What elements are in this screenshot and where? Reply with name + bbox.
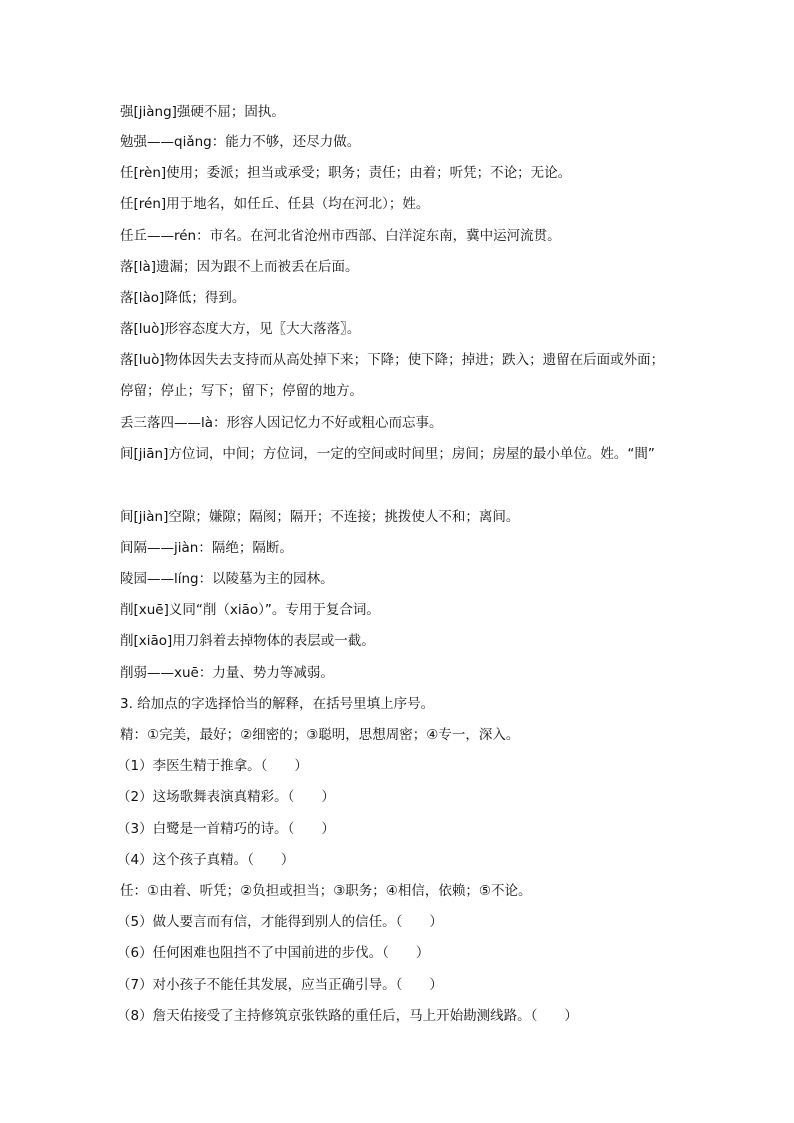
dictionary-entry: 陵园——líng：以陵墓为主的园林。 [120, 571, 334, 587]
question-item: （4）这个孩子真精。（ ） [117, 852, 295, 868]
definition-ren: 任：①由着、听凭；②负担或担当；③职务；④相信，依赖；⑤不论。 [120, 883, 532, 899]
dictionary-entry: 丢三落四——là：形容人因记忆力不好或粗心而忘事。 [120, 415, 443, 431]
dictionary-entry: 勉强——qiǎng：能力不够，还尽力做。 [120, 134, 361, 150]
exercise-heading: 3. 给加点的字选择恰当的解释，在括号里填上序号。 [120, 696, 435, 712]
dictionary-entry: 间[jiàn]空隙；嫌隙；隔阂；隔开；不连接；挑拨使人不和；离间。 [120, 509, 520, 525]
question-item: （2）这场歌舞表演真精彩。（ ） [117, 789, 335, 805]
question-item: （6）任何困难也阻挡不了中国前进的步伐。（ ） [117, 945, 430, 961]
question-item: （3）白鹭是一首精巧的诗。（ ） [117, 821, 335, 837]
question-item: （1）李医生精于推拿。（ ） [117, 758, 308, 774]
dictionary-entry: 间隔——jiàn：隔绝；隔断。 [120, 540, 293, 556]
question-item: （5）做人要言而有信，才能得到别人的信任。（ ） [117, 914, 443, 930]
dictionary-entry: 落[là]遗漏；因为跟不上而被丢在后面。 [120, 259, 359, 275]
question-item: （7）对小孩子不能任其发展，应当正确引导。（ ） [117, 977, 443, 993]
question-item: （8）詹天佑接受了主持修筑京张铁路的重任后，马上开始勘测线路。（ ） [117, 1008, 578, 1024]
dictionary-entry: 任[rén]用于地名，如任丘、任县（均在河北）；姓。 [120, 196, 430, 212]
dictionary-entry: 任丘——rén：市名。在河北省沧州市西部、白洋淀东南，冀中运河流贯。 [120, 228, 561, 244]
dictionary-entry: 削[xuē]义同“削（xiāo）”。专用于复合词。 [120, 602, 380, 618]
dictionary-entry: 落[luò]物体因失去支持而从高处掉下来；下降；使下降；掉进；跌入；遗留在后面或外面； [120, 352, 665, 368]
dictionary-entry: 落[lào]降低；得到。 [120, 290, 246, 306]
dictionary-entry: 削弱——xuē：力量、势力等减弱。 [120, 665, 334, 681]
dictionary-entry-continued: 停留；停止；写下；留下；停留的地方。 [120, 383, 363, 399]
dictionary-entry: 强[jiàng]强硬不屈；固执。 [120, 104, 285, 120]
dictionary-entry: 落[luò]形容态度大方，见〖大大落落〗。 [120, 321, 361, 337]
dictionary-entry: 任[rèn]使用；委派；担当或承受；职务；责任；由着；听凭；不论；无论。 [120, 165, 572, 181]
dictionary-entry: 间[jiān]方位词，中间；方位词，一定的空间或时间里；房间；房屋的最小单位。姓。“間” [120, 446, 655, 462]
dictionary-entry: 削[xiāo]用刀斜着去掉物体的表层或一截。 [120, 633, 375, 649]
definition-jing: 精：①完美，最好；②细密的；③聪明，思想周密；④专一，深入。 [120, 727, 520, 743]
